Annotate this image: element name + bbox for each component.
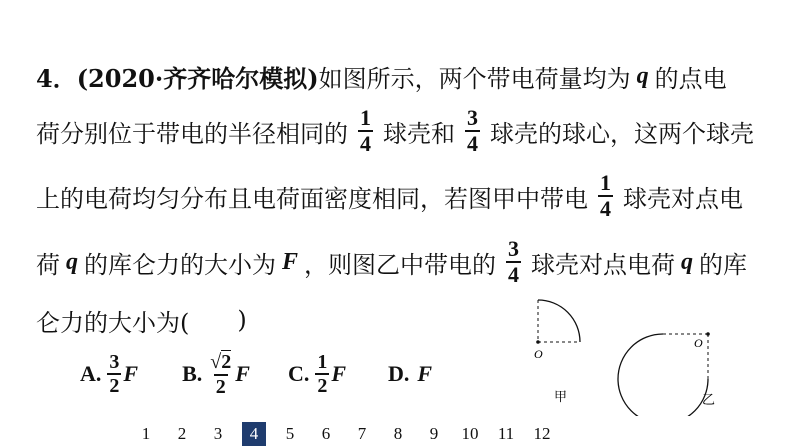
question-text: 球壳的球心，这两个球壳 — [490, 119, 754, 148]
question-text: 如图所示，两个带电荷量均为 — [318, 64, 631, 93]
question-line-2 — [36, 101, 766, 161]
page-link-3[interactable]: 3 — [213, 424, 223, 443]
question-line-1 — [36, 46, 766, 106]
question-text: 球壳和 — [383, 119, 455, 148]
fraction-three-quarters — [506, 237, 521, 287]
fraction-denominator: 2 — [215, 376, 226, 398]
figure-caption-yi: 乙 — [702, 393, 716, 408]
fraction-numerator: 3 — [508, 236, 520, 261]
option-d[interactable] — [388, 361, 432, 387]
fraction-denominator: 4 — [600, 196, 611, 221]
fraction-one-quarter — [598, 171, 613, 221]
question-text: 球壳对点电 — [623, 184, 743, 213]
page-link-2[interactable]: 2 — [177, 424, 187, 443]
fraction-numerator: 3 — [467, 105, 478, 130]
fraction-one-quarter — [358, 106, 373, 156]
variable-F: F — [331, 361, 347, 386]
radical-sign: √ — [210, 351, 222, 373]
page-link-5[interactable]: 5 — [285, 424, 295, 443]
figure-yi — [618, 332, 715, 416]
variable-F: F — [235, 361, 250, 386]
pagination — [128, 422, 560, 446]
center-label-o: O — [694, 336, 703, 350]
option-a[interactable] — [80, 351, 138, 397]
option-letter: A. — [80, 361, 102, 386]
figure-caption-jia: 甲 — [554, 390, 568, 405]
page-link-6[interactable]: 6 — [321, 424, 331, 443]
question-text: 仑力的大小为( — [36, 308, 190, 337]
page-link-1[interactable]: 1 — [141, 424, 151, 443]
option-letter: C. — [287, 361, 310, 386]
page-link-7[interactable]: 7 — [357, 424, 367, 443]
variable-q: q — [636, 62, 649, 89]
fraction-denominator: 4 — [467, 131, 478, 156]
question-text: 的点电 — [654, 64, 727, 93]
page-link-12[interactable]: 12 — [533, 424, 551, 443]
option-b[interactable] — [182, 350, 250, 398]
question-text: 荷 — [36, 250, 60, 279]
question-text: 上的电荷均匀分布且电荷面密度相同，若图甲中带电 — [36, 184, 588, 213]
question-text: ) — [237, 306, 247, 334]
page-link-10[interactable]: 10 — [461, 424, 479, 443]
question-text: ，则图乙中带电的 — [304, 250, 497, 279]
figure-jia — [534, 300, 580, 405]
page-link-11[interactable]: 11 — [497, 424, 515, 443]
fraction-numerator: 1 — [600, 170, 611, 195]
fraction-denominator: 2 — [317, 375, 328, 397]
fraction-numerator — [208, 350, 233, 374]
question-text: 的库仑力的大小为 — [84, 250, 276, 279]
question-line-4 — [36, 232, 766, 292]
center-point — [536, 340, 540, 344]
question-text: 荷分别位于带电的半径相同的 — [36, 119, 348, 148]
fraction-numerator: 1 — [360, 105, 371, 130]
variable-F: F — [123, 361, 139, 386]
question-source: (2020·齐齐哈尔模拟) — [76, 63, 319, 93]
page-link-9[interactable]: 9 — [429, 424, 439, 443]
variable-F: F — [417, 361, 433, 386]
radicand: 2 — [221, 351, 232, 373]
question-line-5 — [36, 290, 456, 350]
question-number: 4． — [36, 63, 77, 93]
variable-q: q — [681, 248, 694, 275]
answer-blank[interactable] — [189, 303, 237, 338]
page-link-8[interactable]: 8 — [393, 424, 403, 443]
question-text: 球壳对点电荷 — [531, 250, 676, 279]
fraction-denominator: 4 — [508, 262, 520, 287]
option-fraction — [107, 351, 121, 397]
fraction-numerator: 1 — [317, 351, 328, 373]
quarter-shell-arc — [538, 300, 580, 342]
question-text: 的库 — [699, 250, 748, 279]
option-fraction — [208, 350, 233, 398]
center-point — [706, 332, 710, 336]
center-label-o: O — [534, 347, 543, 361]
shell-figures — [520, 286, 780, 416]
variable-F: F — [282, 248, 299, 275]
option-fraction — [315, 351, 329, 397]
fraction-numerator: 3 — [109, 351, 120, 373]
option-letter: D. — [388, 361, 410, 386]
fraction-denominator: 2 — [109, 375, 120, 397]
option-letter: B. — [182, 361, 203, 386]
variable-q: q — [66, 248, 78, 275]
option-c[interactable] — [288, 351, 346, 397]
fraction-three-quarters — [465, 106, 480, 156]
answer-options — [80, 344, 432, 404]
fraction-denominator: 4 — [360, 131, 371, 156]
page-link-4[interactable]: 4 — [242, 422, 266, 446]
question-line-3 — [36, 166, 766, 226]
